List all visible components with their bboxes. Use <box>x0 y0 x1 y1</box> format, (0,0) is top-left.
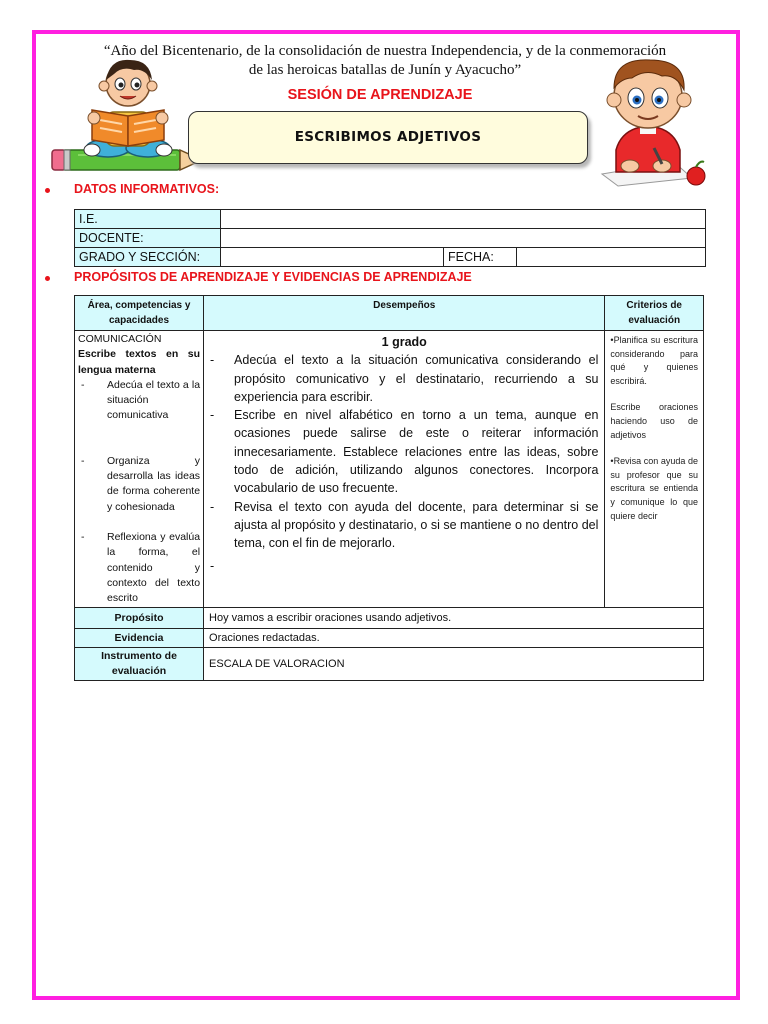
info-table <box>74 209 706 267</box>
proposito-value: Hoy vamos a escribir oraciones usando adjetivos. <box>204 608 704 629</box>
header-criterios: Criterios de evaluación <box>605 296 704 331</box>
fecha-label: FECHA: <box>444 248 517 267</box>
lesson-title-box <box>188 111 588 164</box>
section-heading-propositos: PROPÓSITOS DE APRENDIZAJE Y EVIDENCIAS DE APRENDIZAJE <box>74 270 472 284</box>
fecha-value-field[interactable] <box>517 248 706 267</box>
desempeno-item: - Escribe en nivel alfabético en torno a un tema, aunque en ocasiones puede salirse de este o reiterar información innecesariamente. Establece relaciones entre las ideas, sobre todo de adición, utilizando algunos conectores. Incorpora vocabulario de uso frecuente. <box>210 406 598 497</box>
bullet-icon <box>45 276 50 281</box>
capacity-item: - Reflexiona y evalúa la forma, el contenido y contexto del texto escrito <box>78 530 200 606</box>
motto-line-2: de las heroicas batallas de Junín y Ayacucho” <box>248 62 522 78</box>
session-title: SESIÓN DE APRENDIZAJE <box>287 87 473 103</box>
capacity-item: - Adecúa el texto a la situación comunicativa <box>78 378 200 424</box>
proposito-label: Propósito <box>75 608 204 629</box>
instrumento-value: ESCALA DE VALORACION <box>204 648 704 681</box>
area-competence: Escribe textos en su lengua materna <box>78 348 201 376</box>
grado-value-field[interactable] <box>221 248 444 267</box>
criterio-item: Escribe oraciones haciendo uso de adjetivos <box>610 402 698 440</box>
criterios-cell <box>605 331 704 608</box>
grade-label: 1 grado <box>381 335 427 349</box>
bicentenary-motto <box>90 42 680 80</box>
section-heading-datos: DATOS INFORMATIVOS: <box>74 182 220 196</box>
evidencia-value: Oraciones redactadas. <box>204 629 704 648</box>
desempeno-item: - Revisa el texto con ayuda del docente, para determinar si se ajusta al propósito y destinatario, o si se mantiene o no dentro del tema, con el fin de mejorarlo. <box>210 498 598 553</box>
header-area: Área, competencias y capacidades <box>75 296 204 331</box>
ie-value-field[interactable] <box>221 210 706 229</box>
grado-label: GRADO Y SECCIÓN: <box>75 248 221 267</box>
area-cell <box>75 331 204 608</box>
lesson-title: ESCRIBIMOS ADJETIVOS <box>294 129 482 145</box>
capacities-list <box>78 378 200 607</box>
docente-label: DOCENTE: <box>75 229 221 248</box>
motto-line-1: “Año del Bicentenario, de la consolidación de nuestra Independencia, y de la conmemoración <box>103 43 667 59</box>
docente-value-field[interactable] <box>221 229 706 248</box>
header-desempenos: Desempeños <box>204 296 605 331</box>
area-subject: COMUNICACIÓN <box>78 333 162 345</box>
instrumento-label: Instrumento de evaluación <box>75 648 204 681</box>
capacity-item: - Organiza y desarrolla las ideas de forma coherente y cohesionada <box>78 454 200 515</box>
criterio-item: •Planifica su escritura considerando para qué y quienes escribirá. <box>610 335 698 386</box>
evidencia-label: Evidencia <box>75 629 204 648</box>
desempeno-item: - Adecúa el texto a la situación comunicativa considerando el propósito comunicativo y el destinatario, recurriendo a su experiencia para escribir. <box>210 351 598 406</box>
bullet-icon <box>45 188 50 193</box>
ie-label: I.E. <box>75 210 221 229</box>
criterio-item: •Revisa con ayuda de su profesor que su escritura se entienda y comunique lo que quiere decir <box>610 456 698 521</box>
desempenos-cell <box>204 331 605 608</box>
learning-table <box>74 295 704 681</box>
